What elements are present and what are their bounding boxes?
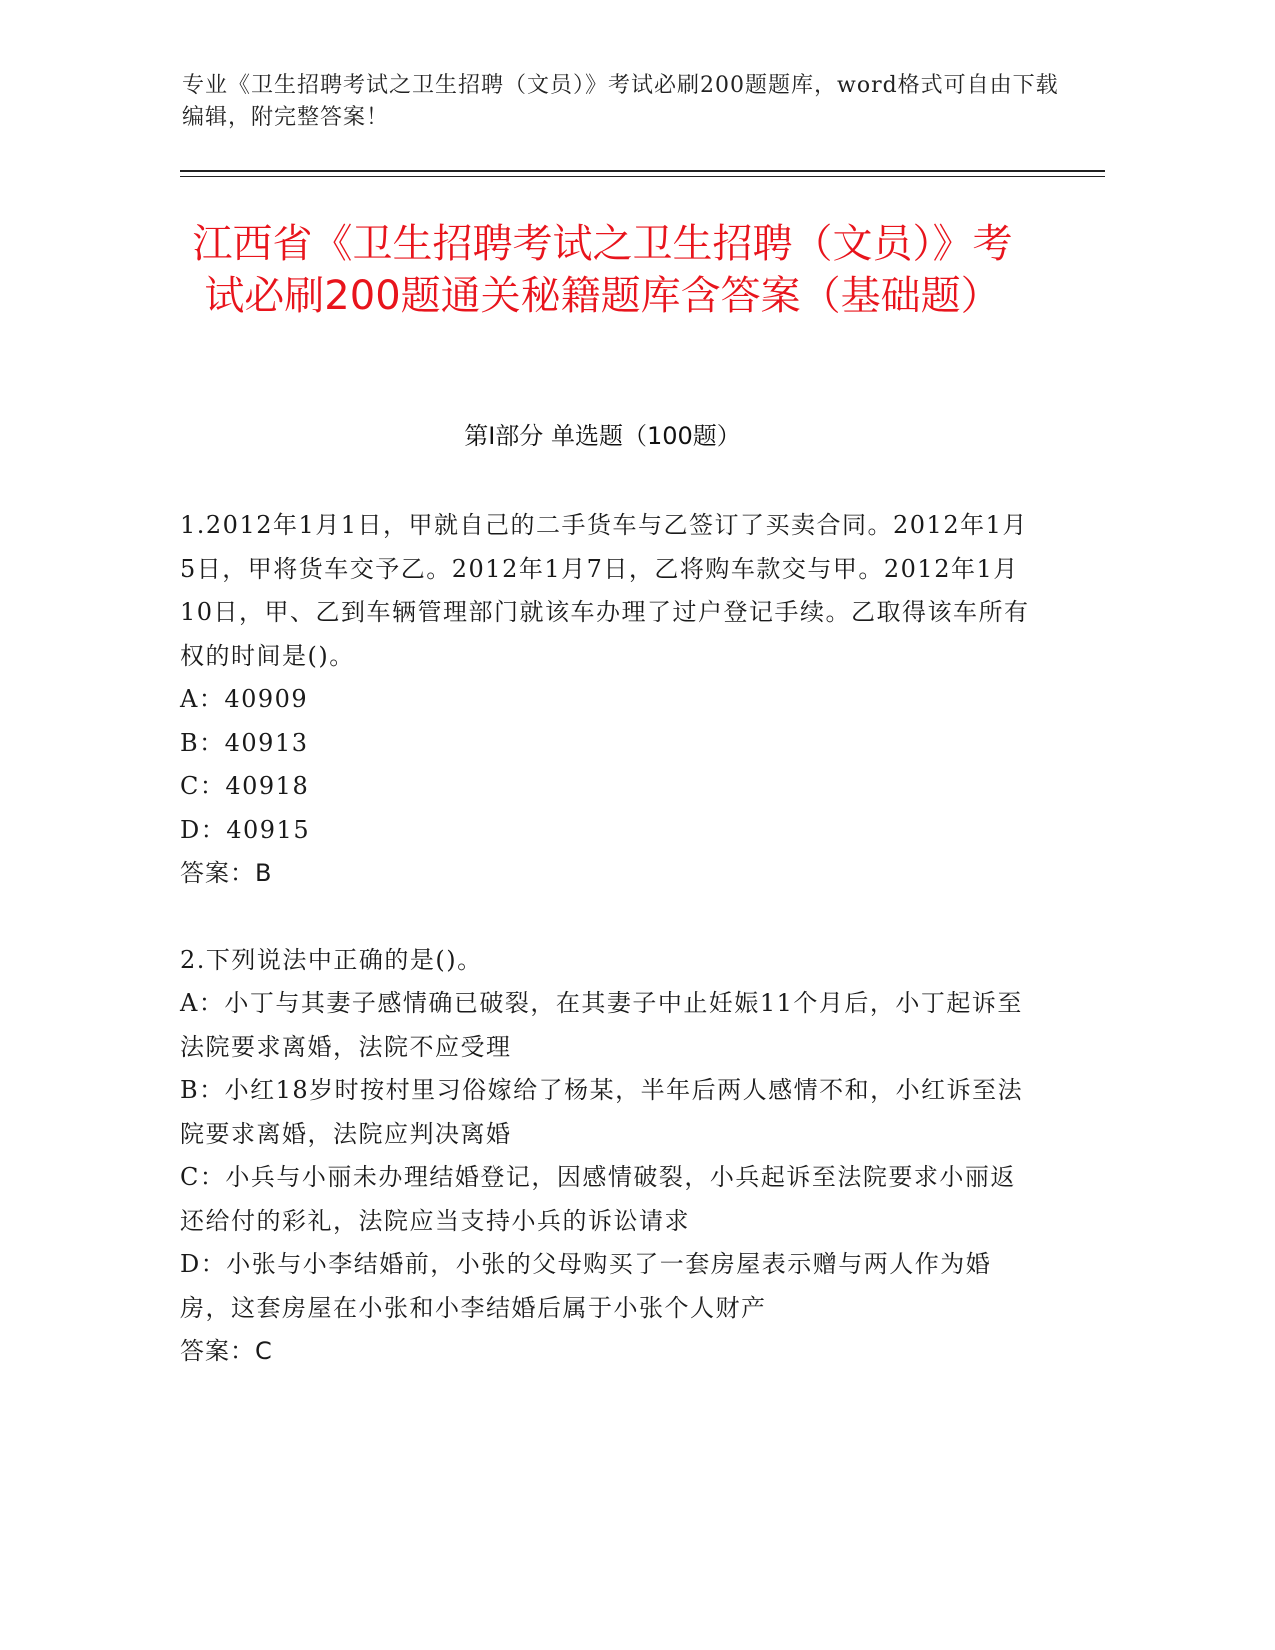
section-title: 第Ⅰ部分 单选题（100题） (464, 422, 741, 450)
option-d: D：40915 (180, 815, 311, 844)
question-2 (180, 939, 1030, 1374)
answer-label: 答案：C (180, 1337, 273, 1365)
answer-label: 答案：B (180, 859, 273, 887)
question-1 (180, 504, 1030, 896)
header-note: 专业《卫生招聘考试之卫生招聘（文员）》考试必刷200题题库，word格式可自由下载编辑，附完整答案！ (182, 73, 1059, 130)
question-stem: 2.下列说法中正确的是()。 (180, 945, 483, 974)
option-a: A：40909 (180, 685, 309, 713)
option-d: D：小张与小李结婚前，小张的父母购买了一套房屋表示赠与两人作为婚房，这套房屋在小张和小李结婚后属于小张个人财产 (180, 1250, 992, 1322)
header-rule (180, 170, 1105, 172)
question-stem: 1.2012年1月1日，甲就自己的二手货车与乙签订了买卖合同。2012年1月5日，甲将货车交予乙。2012年1月7日，乙将购车款交与甲。2012年1月10日，甲、乙到车辆管理部门就该车办理了过户登记手续。乙取得该车所有权的时间是()。 (180, 511, 1030, 670)
option-c: C：40918 (180, 772, 310, 800)
option-c: C：小兵与小丽未办理结婚登记，因感情破裂，小兵起诉至法院要求小丽返还给付的彩礼，法院应当支持小兵的诉讼请求 (180, 1163, 1016, 1235)
option-a: A：小丁与其妻子感情确已破裂，在其妻子中止妊娠11个月后，小丁起诉至法院要求离婚，法院不应受理 (180, 989, 1023, 1061)
question-list (180, 504, 1030, 1374)
option-b: B：小红18岁时按村里习俗嫁给了杨某，半年后两人感情不和，小红诉至法院要求离婚，法院应判决离婚 (180, 1076, 1024, 1148)
document-title: 江西省《卫生招聘考试之卫生招聘（文员）》考试必刷200题通关秘籍题库含答案（基础题） (192, 221, 1013, 319)
option-b: B：40913 (180, 728, 309, 757)
header-rule-thin (180, 176, 1105, 177)
